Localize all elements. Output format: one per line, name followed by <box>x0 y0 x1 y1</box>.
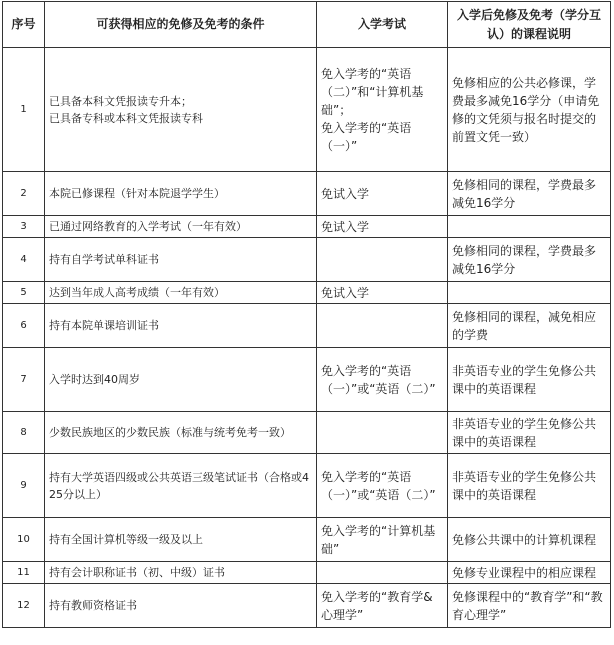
row-note: 免修相同的课程，学费最多减免16学分 <box>448 172 611 216</box>
row-note: 免修相同的课程，减免相应的学费 <box>448 304 611 348</box>
row-exam: 免试入学 <box>317 282 448 304</box>
row-no: 7 <box>3 348 45 412</box>
row-condition: 已具备本科文凭报读专升本； 已具备专科或本科文凭报读专科 <box>45 48 317 172</box>
row-exam: 免入学考的“英语（一）”或“英语（二）” <box>317 348 448 412</box>
row-condition: 持有本院单课培训证书 <box>45 304 317 348</box>
row-condition: 本院已修课程（针对本院退学学生） <box>45 172 317 216</box>
row-note: 非英语专业的学生免修公共课中的英语课程 <box>448 412 611 454</box>
table-row <box>3 412 611 454</box>
header-no: 序号 <box>3 2 45 48</box>
table-row <box>3 454 611 518</box>
table-row <box>3 216 611 238</box>
row-note: 免修课程中的“教育学”和“教育心理学” <box>448 584 611 628</box>
row-no: 12 <box>3 584 45 628</box>
row-condition: 入学时达到40周岁 <box>45 348 317 412</box>
table-row <box>3 518 611 562</box>
row-no: 3 <box>3 216 45 238</box>
row-exam <box>317 412 448 454</box>
row-exam: 免试入学 <box>317 172 448 216</box>
row-note <box>448 216 611 238</box>
header-condition: 可获得相应的免修及免考的条件 <box>45 2 317 48</box>
row-condition: 少数民族地区的少数民族（标准与统考免考一致） <box>45 412 317 454</box>
row-condition: 持有教师资格证书 <box>45 584 317 628</box>
row-no: 8 <box>3 412 45 454</box>
row-no: 6 <box>3 304 45 348</box>
row-note: 非英语专业的学生免修公共课中的英语课程 <box>448 348 611 412</box>
table-row <box>3 304 611 348</box>
row-condition: 持有全国计算机等级一级及以上 <box>45 518 317 562</box>
row-exam: 免入学考的“教育学&心理学” <box>317 584 448 628</box>
table-header-row <box>3 2 611 48</box>
row-condition: 持有会计职称证书（初、中级）证书 <box>45 562 317 584</box>
row-note: 免修相同的课程，学费最多减免16学分 <box>448 238 611 282</box>
row-exam: 免入学考的“计算机基础” <box>317 518 448 562</box>
row-exam <box>317 304 448 348</box>
row-condition: 持有自学考试单科证书 <box>45 238 317 282</box>
row-no: 4 <box>3 238 45 282</box>
row-exam: 免入学考的“英语（一）”或“英语（二）” <box>317 454 448 518</box>
table-row <box>3 282 611 304</box>
row-no: 2 <box>3 172 45 216</box>
table-row <box>3 562 611 584</box>
table-row <box>3 48 611 172</box>
row-exam: 免入学考的“英语（二）”和“计算机基础”； 免入学考的“英语（一）” <box>317 48 448 172</box>
table-row <box>3 348 611 412</box>
header-exam: 入学考试 <box>317 2 448 48</box>
row-condition: 持有大学英语四级或公共英语三级笔试证书（合格或425分以上） <box>45 454 317 518</box>
row-condition: 已通过网络教育的入学考试（一年有效） <box>45 216 317 238</box>
row-no: 5 <box>3 282 45 304</box>
row-note: 非英语专业的学生免修公共课中的英语课程 <box>448 454 611 518</box>
exemption-table <box>2 1 611 628</box>
table-row <box>3 172 611 216</box>
row-note: 免修专业课程中的相应课程 <box>448 562 611 584</box>
row-no: 1 <box>3 48 45 172</box>
header-note: 入学后免修及免考（学分互认）的课程说明 <box>448 2 611 48</box>
row-note: 免修相应的公共必修课，学费最多减免16学分（申请免修的文凭须与报名时提交的前置文凭一致） <box>448 48 611 172</box>
row-no: 9 <box>3 454 45 518</box>
row-no: 10 <box>3 518 45 562</box>
table-row <box>3 238 611 282</box>
row-note: 免修公共课中的计算机课程 <box>448 518 611 562</box>
row-exam <box>317 238 448 282</box>
table-row <box>3 584 611 628</box>
row-condition: 达到当年成人高考成绩（一年有效） <box>45 282 317 304</box>
row-exam: 免试入学 <box>317 216 448 238</box>
row-exam <box>317 562 448 584</box>
row-note <box>448 282 611 304</box>
row-no: 11 <box>3 562 45 584</box>
